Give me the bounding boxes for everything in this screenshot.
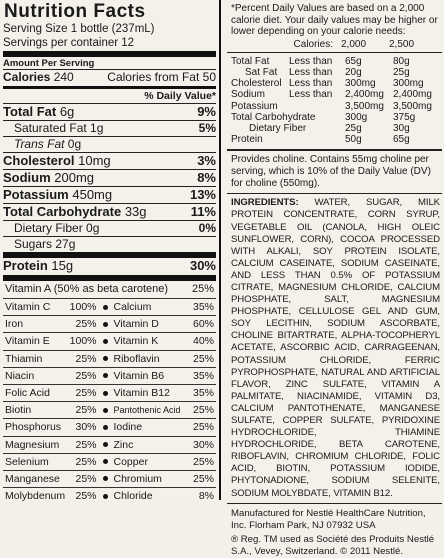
vitamin-dv: 25% xyxy=(192,352,214,365)
nutrient-row xyxy=(3,103,216,120)
dv-v2: 375g xyxy=(393,111,416,123)
vitamin-cell xyxy=(3,470,110,487)
daily-value-row xyxy=(231,67,442,78)
vitamin-cell xyxy=(110,453,217,470)
bullet-icon xyxy=(103,442,108,447)
vitamin-cell xyxy=(3,332,110,349)
amount-per-serving: Amount Per Serving xyxy=(3,58,95,69)
nutrient-name: Protein xyxy=(3,258,48,273)
servings-per-container: Servings per container 12 xyxy=(3,37,135,49)
nutrient-amount: 15g xyxy=(47,258,74,273)
vitamin-dv: 25% xyxy=(192,455,214,468)
daily-value-row xyxy=(231,123,442,134)
nutrient-amount: 6g xyxy=(56,104,75,119)
dv-v2: 65g xyxy=(393,134,410,146)
vitamin-a-row: Vitamin A (50% as beta carotene) 25% xyxy=(5,283,214,295)
vitamin-cell xyxy=(110,487,217,504)
dv-qual: Less than xyxy=(289,89,333,101)
nutrient-name: Total Carbohydrate xyxy=(3,204,122,219)
nutrient-name: Sodium xyxy=(3,170,51,185)
nutrient-amount: 0g xyxy=(64,137,82,151)
vitamin-cell xyxy=(3,367,110,384)
vitamin-name: Folic Acid xyxy=(5,387,50,400)
vitamin-dv: 100% xyxy=(69,335,97,348)
nutrient-name: Saturated Fat xyxy=(14,121,87,135)
nutrient-amount: 33g xyxy=(121,204,147,219)
vitamin-name: Calcium xyxy=(113,301,152,314)
manufacturer: Manufactured for Nestlé HealthCare Nutrition, Inc. Florham Park, NJ 07932 USA xyxy=(231,507,426,531)
dv-v1: 3,500mg xyxy=(345,100,384,112)
vitamin-dv: 25% xyxy=(75,352,97,365)
vitamin-name: Vitamin C xyxy=(5,301,51,314)
vitamin-cell xyxy=(3,453,110,470)
nutrient-dv: 5% xyxy=(198,121,216,135)
ingredients-label: INGREDIENTS: xyxy=(231,197,299,209)
dv-v2: 30g xyxy=(393,122,410,134)
vitamin-name: Vitamin B12 xyxy=(113,387,170,400)
nutrient-dv: 9% xyxy=(197,104,216,119)
nutrient-name: Trans Fat xyxy=(14,137,65,151)
nutrient-name: Potassium xyxy=(3,187,69,202)
bullet-icon xyxy=(103,339,108,344)
dv-qual: Less than xyxy=(289,78,333,90)
vitamin-cell xyxy=(110,436,217,453)
nutrient-dv: 0% xyxy=(198,221,216,235)
nutrient-row xyxy=(3,169,216,186)
nutrient-row xyxy=(3,258,216,274)
vitamin-name: Zinc xyxy=(113,438,134,451)
vitamin-cell xyxy=(110,470,217,487)
vitamin-dv: 8% xyxy=(198,490,214,503)
vitamin-name: Manganese xyxy=(5,472,60,485)
vitamin-cell xyxy=(110,418,217,435)
nutrient-dv: 30% xyxy=(189,258,216,273)
vitamin-dv: 25% xyxy=(75,455,97,468)
vitamin-dv: 30% xyxy=(75,421,97,434)
bullet-icon xyxy=(103,322,108,327)
vitamin-name: Vitamin E xyxy=(5,335,50,348)
bullet-icon xyxy=(103,408,108,413)
vitamin-dv: 25% xyxy=(192,404,214,417)
nutrient-dv: 13% xyxy=(189,187,216,202)
bullet-icon xyxy=(103,391,108,396)
nutrient-row xyxy=(3,152,216,169)
calories-label: Calories xyxy=(3,70,51,84)
nutrient-list xyxy=(3,103,216,274)
vitamin-name: Selenium xyxy=(5,455,49,468)
vitamin-grid xyxy=(3,298,216,504)
nutrient-row xyxy=(3,220,216,236)
vitamin-cell xyxy=(3,350,110,367)
calories-from-fat: Calories from Fat 50 xyxy=(107,70,216,84)
vitamin-dv: 40% xyxy=(192,335,214,348)
vitamin-name: Magnesium xyxy=(5,438,60,451)
vitamin-name: Chromium xyxy=(113,472,162,485)
vitamin-dv: 100% xyxy=(69,301,97,314)
right-panel xyxy=(223,0,444,557)
nutrition-facts-panel xyxy=(0,0,221,503)
daily-value-table xyxy=(227,56,442,146)
calories-row xyxy=(3,70,216,85)
divider-thick xyxy=(3,51,216,57)
divider-thick-2 xyxy=(3,275,216,281)
dv-v1: 25g xyxy=(345,122,362,134)
ingredients-text: WATER, SUGAR, MILK PROTEIN CONCENTRATE, CORN SYRUP, VEGETABLE OIL (CANOLA, HIGH OLEIC SUNFLOWER, CORN), COCOA PROCESSED WITH ALKALI, SOY PROTEIN ISOLATE, CALCIUM CASEINATE, SODIUM CASEINATE, AND LESS THAN 0.5% OF POTASSIUM CITRATE, MAGNESIUM CHLORIDE, CALCIUM PHOSPHATE, SALT, MAGNESIUM PHOSPHATE, CELLULOSE GEL AND GUM, SOY LECITHIN, SODIUM ASCORBATE, CHOLINE BITARTRATE, ALPHA-TOCOPHERYL ACETATE, ASCORBIC ACID, CARRAGEENAN, POTASSIUM CHLORIDE, FERRIC PYROPHOSPHATE, NATURAL AND ARTIFICIAL FLAVOR, ZINC SULFATE, VITAMIN A PALMITATE, NIACINAMIDE, VITAMIN D3, CALCIUM PANTOTHENATE, MANGANESE SULFATE, COPPER SULFATE, PYRIDOXINE HYDROCHLORIDE, THIAMINE HYDROCHLORIDE, BETA CAROTENE, RIBOFLAVIN, CHROMIUM CHLORIDE, FOLIC ACID, BIOTIN, POTASSIUM IODIDE, PHYTONADIONE, SODIUM SELENITE, SODIUM MOLYBDATE, VITAMIN B12. xyxy=(231,197,440,499)
dv-name: Total Carbohydrate xyxy=(231,111,316,123)
dv-name: Cholesterol xyxy=(231,78,282,90)
serving-size: Serving Size 1 bottle (237mL) xyxy=(3,23,155,35)
vitamin-name: Vitamin B6 xyxy=(113,369,165,382)
daily-value-row xyxy=(231,89,442,100)
vitamin-name: Pantothenic Acid xyxy=(113,405,181,416)
nutrient-name: Total Fat xyxy=(3,104,57,119)
vitamin-cell xyxy=(110,384,217,401)
bullet-icon xyxy=(103,459,108,464)
vitamin-name: Thiamin xyxy=(5,352,43,365)
dv-v1: 300g xyxy=(345,111,368,123)
daily-value-row xyxy=(231,112,442,123)
daily-value-calories-row: Calories: 2,000 2,500 xyxy=(293,38,415,50)
divider-mid xyxy=(3,86,216,89)
vitamin-cell xyxy=(3,384,110,401)
vitamin-cell xyxy=(3,315,110,332)
nutrient-amount: 1g xyxy=(86,121,104,135)
vitamin-name: Copper xyxy=(113,455,148,468)
bullet-icon xyxy=(103,356,108,361)
dv-v2: 2,400mg xyxy=(393,89,432,101)
choline-note: Provides choline. Contains 55mg choline per serving, which is 10% of the Daily Value (DV) for choline (550mg). xyxy=(231,154,431,190)
nutrient-dv: 8% xyxy=(197,170,216,185)
dv-name: Sodium xyxy=(231,89,265,101)
dv-name: Potassium xyxy=(231,100,278,112)
bullet-icon xyxy=(103,425,108,430)
dv-qual: Less than xyxy=(289,55,333,67)
vitamin-name: Riboflavin xyxy=(113,352,160,365)
vitamin-dv: 25% xyxy=(75,387,97,400)
daily-value-row xyxy=(231,101,442,112)
vitamin-dv: 25% xyxy=(75,490,97,503)
nutrient-amount: 10mg xyxy=(74,153,111,168)
nutrient-row xyxy=(3,186,216,203)
vitamin-dv: 25% xyxy=(75,472,97,485)
daily-value-row xyxy=(231,56,442,67)
vitamin-dv: 25% xyxy=(75,369,97,382)
nutrient-name: Sugars xyxy=(14,237,53,251)
nutrient-dv: 11% xyxy=(190,204,216,219)
vitamin-name: Iron xyxy=(5,318,24,331)
vitamin-dv: 25% xyxy=(192,421,214,434)
nutrient-amount: 27g xyxy=(52,237,76,251)
bullet-icon xyxy=(103,494,108,499)
vitamin-dv: 25% xyxy=(75,318,97,331)
nutrient-amount: 200mg xyxy=(50,170,95,185)
nutrient-amount: 450mg xyxy=(68,187,113,202)
nutrient-name: Cholesterol xyxy=(3,153,75,168)
dv-v1: 50g xyxy=(345,134,362,146)
vitamin-name: Vitamin K xyxy=(113,335,159,348)
nutrient-row xyxy=(3,136,216,152)
vitamin-dv: 35% xyxy=(192,301,214,314)
dv-name: Protein xyxy=(231,134,263,146)
vitamin-cell xyxy=(3,487,110,504)
vitamin-name: Phosphorus xyxy=(5,421,62,434)
ingredients xyxy=(227,194,442,502)
vitamin-cell xyxy=(110,298,217,315)
dv-v2: 3,500mg xyxy=(393,100,432,112)
dv-name: Total Fat xyxy=(231,55,270,67)
vitamin-cell xyxy=(3,436,110,453)
dv-name: Sat Fat xyxy=(245,66,278,78)
dv-v1: 300mg xyxy=(345,78,376,90)
vitamin-dv: 60% xyxy=(192,318,214,331)
vitamin-dv: 25% xyxy=(192,472,214,485)
nutrient-name: Dietary Fiber xyxy=(14,221,83,235)
nutrient-row xyxy=(3,120,216,136)
dv-header: % Daily Value* xyxy=(144,90,216,102)
vitamin-cell xyxy=(110,350,217,367)
vitamin-dv: 35% xyxy=(192,369,214,382)
vitamin-name: Iodine xyxy=(113,421,143,434)
calories-value: 240 xyxy=(53,70,74,84)
dv-qual xyxy=(289,101,345,112)
vitamin-cell xyxy=(110,401,217,418)
dv-v2: 25g xyxy=(393,66,410,78)
vitamin-name: Niacin xyxy=(5,369,35,382)
bullet-icon xyxy=(103,305,108,310)
dv-qual xyxy=(289,134,345,145)
vitamin-name: Molybdenum xyxy=(5,490,66,503)
vitamin-dv: 25% xyxy=(75,404,97,417)
dv-qual xyxy=(289,123,345,134)
vitamin-name: Chloride xyxy=(113,490,153,503)
vitamin-name: Vitamin D xyxy=(113,318,159,331)
vitamin-cell xyxy=(110,332,217,349)
vitamin-cell xyxy=(3,298,110,315)
bullet-icon xyxy=(103,476,108,481)
vitamin-dv: 35% xyxy=(192,387,214,400)
vitamin-cell xyxy=(3,401,110,418)
vitamin-dv: 25% xyxy=(75,438,97,451)
daily-value-note: *Percent Daily Values are based on a 2,000 calorie diet. Your daily values may be higher or lower depending on your calorie needs: xyxy=(231,3,438,37)
vitamin-cell xyxy=(110,367,217,384)
nutrient-dv: 3% xyxy=(197,153,216,168)
daily-value-row xyxy=(231,134,442,145)
dv-qual: Less than xyxy=(289,66,333,78)
dv-v1: 65g xyxy=(345,55,362,67)
vitamin-cell xyxy=(3,418,110,435)
dv-name: Dietary Fiber xyxy=(249,122,307,134)
trademarks: ® Reg. TM used as Société des Produits Nestlé S.A., Vevey, Switzerland. © 2011 Nestlé. xyxy=(231,533,435,557)
dv-v2: 80g xyxy=(393,55,410,67)
dv-v2: 300mg xyxy=(393,78,424,90)
dv-v1: 20g xyxy=(345,66,362,78)
daily-value-row xyxy=(231,78,442,89)
vitamin-cell xyxy=(110,315,217,332)
dv-v1: 2,400mg xyxy=(345,89,384,101)
nutrient-row xyxy=(3,236,216,252)
vitamin-name: Biotin xyxy=(5,404,32,417)
vitamin-dv: 30% xyxy=(192,438,214,451)
nutrition-facts-title: Nutrition Facts xyxy=(4,1,146,22)
nutrient-row xyxy=(3,203,216,220)
bullet-icon xyxy=(103,373,108,378)
nutrient-amount: 0g xyxy=(82,221,100,235)
